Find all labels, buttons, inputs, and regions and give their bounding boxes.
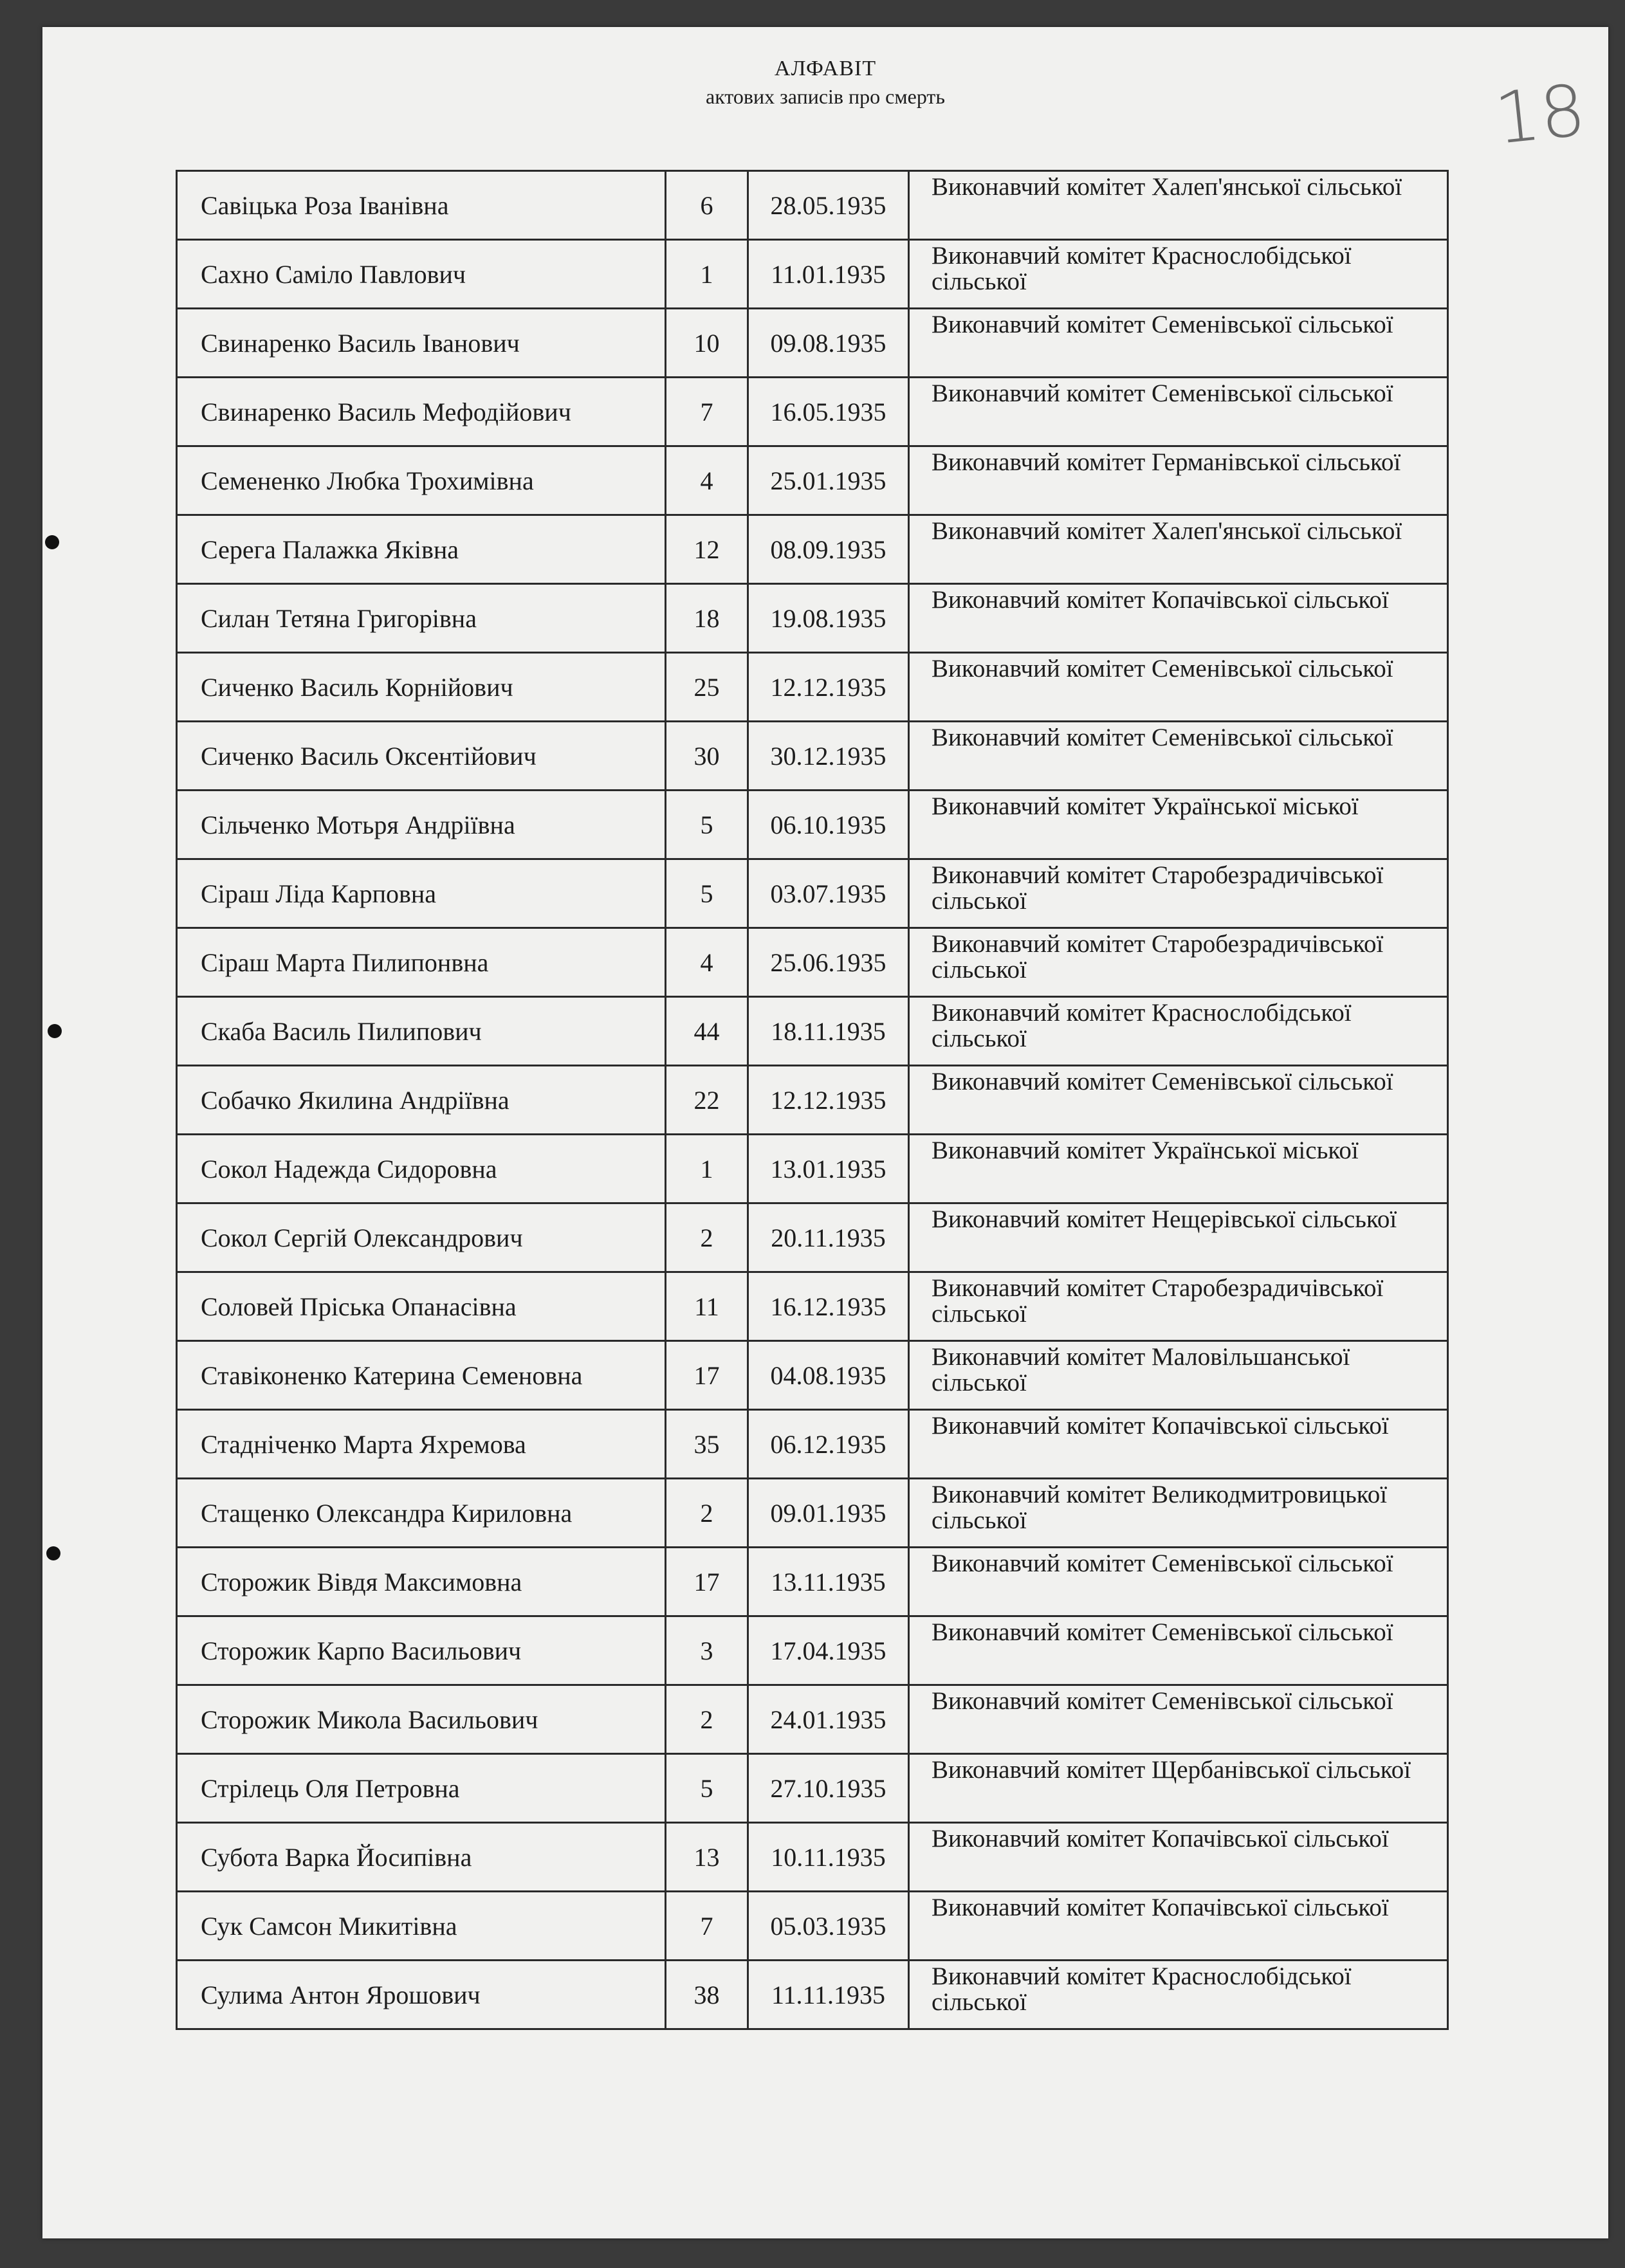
- record-date: 20.11.1935: [748, 1203, 909, 1272]
- record-authority: Виконавчий комітет Германівської сільської: [909, 446, 1448, 515]
- table-row: [177, 791, 1448, 859]
- record-number: 10: [666, 309, 748, 378]
- record-date: 11.01.1935: [748, 240, 909, 309]
- record-date: 10.11.1935: [748, 1823, 909, 1892]
- record-date: 17.04.1935: [748, 1616, 909, 1685]
- record-authority: Виконавчий комітет Української міської: [909, 791, 1448, 859]
- record-name: Свинаренко Василь Іванович: [177, 309, 666, 378]
- record-authority: Виконавчий комітет Краснослобідської сільської: [909, 1961, 1448, 2029]
- record-name: Сокол Надежда Сидоровна: [177, 1135, 666, 1203]
- record-name: Стащенко Олександра Кириловна: [177, 1479, 666, 1548]
- record-name: Свинаренко Василь Мефодійович: [177, 378, 666, 446]
- table-row: [177, 1961, 1448, 2029]
- table-row: [177, 1341, 1448, 1410]
- record-authority: Виконавчий комітет Семенівської сільської: [909, 378, 1448, 446]
- record-name: Стрілець Оля Петровна: [177, 1754, 666, 1823]
- punch-hole-icon: [45, 535, 59, 549]
- record-date: 12.12.1935: [748, 1066, 909, 1135]
- record-name: Сиченко Василь Корнійович: [177, 653, 666, 722]
- record-date: 28.05.1935: [748, 171, 909, 240]
- record-authority: Виконавчий комітет Нещерівської сільської: [909, 1203, 1448, 1272]
- record-number: 6: [666, 171, 748, 240]
- record-authority: Виконавчий комітет Копачівської сільської: [909, 1823, 1448, 1892]
- record-authority: Виконавчий комітет Великодмитровицької сільської: [909, 1479, 1448, 1548]
- record-authority: Виконавчий комітет Копачівської сільської: [909, 584, 1448, 653]
- record-number: 38: [666, 1961, 748, 2029]
- record-name: Сиченко Василь Оксентійович: [177, 722, 666, 791]
- table-row: [177, 1548, 1448, 1616]
- table-row: [177, 584, 1448, 653]
- record-name: Сторожик Вівдя Максимовна: [177, 1548, 666, 1616]
- record-name: Сулима Антон Ярошович: [177, 1961, 666, 2029]
- record-authority: Виконавчий комітет Халеп'янської сільської: [909, 515, 1448, 584]
- record-authority: Виконавчий комітет Старобезрадичівської сільської: [909, 1272, 1448, 1341]
- table-row: [177, 1892, 1448, 1961]
- punch-hole-icon: [46, 1546, 60, 1560]
- death-records-table: [176, 170, 1449, 2030]
- record-date: 06.10.1935: [748, 791, 909, 859]
- record-date: 16.12.1935: [748, 1272, 909, 1341]
- table-row: [177, 1066, 1448, 1135]
- record-authority: Виконавчий комітет Маловільшанської сільської: [909, 1341, 1448, 1410]
- record-date: 04.08.1935: [748, 1341, 909, 1410]
- record-date: 06.12.1935: [748, 1410, 909, 1479]
- table-row: [177, 1479, 1448, 1548]
- record-number: 3: [666, 1616, 748, 1685]
- record-date: 18.11.1935: [748, 997, 909, 1066]
- table-row: [177, 515, 1448, 584]
- table-row: [177, 378, 1448, 446]
- record-authority: Виконавчий комітет Семенівської сільської: [909, 722, 1448, 791]
- record-authority: Виконавчий комітет Щербанівської сільської: [909, 1754, 1448, 1823]
- record-date: 05.03.1935: [748, 1892, 909, 1961]
- record-authority: Виконавчий комітет Краснослобідської сільської: [909, 997, 1448, 1066]
- record-date: 08.09.1935: [748, 515, 909, 584]
- record-number: 13: [666, 1823, 748, 1892]
- record-date: 09.01.1935: [748, 1479, 909, 1548]
- record-authority: Виконавчий комітет Копачівської сільської: [909, 1410, 1448, 1479]
- record-date: 25.01.1935: [748, 446, 909, 515]
- table-row: [177, 446, 1448, 515]
- record-date: 27.10.1935: [748, 1754, 909, 1823]
- record-date: 09.08.1935: [748, 309, 909, 378]
- record-number: 25: [666, 653, 748, 722]
- record-number: 30: [666, 722, 748, 791]
- record-date: 30.12.1935: [748, 722, 909, 791]
- record-authority: Виконавчий комітет Семенівської сільської: [909, 1066, 1448, 1135]
- table-row: [177, 653, 1448, 722]
- record-number: 2: [666, 1685, 748, 1754]
- record-name: Сільченко Мотьря Андріївна: [177, 791, 666, 859]
- record-name: Стадніченко Марта Яхремова: [177, 1410, 666, 1479]
- record-number: 17: [666, 1548, 748, 1616]
- table-row: [177, 859, 1448, 928]
- table-row: [177, 1823, 1448, 1892]
- record-authority: Виконавчий комітет Старобезрадичівської сільської: [909, 928, 1448, 997]
- record-number: 17: [666, 1341, 748, 1410]
- record-authority: Виконавчий комітет Семенівської сільської: [909, 1685, 1448, 1754]
- record-name: Соловей Пріська Опанасівна: [177, 1272, 666, 1341]
- table-row: [177, 1135, 1448, 1203]
- record-authority: Виконавчий комітет Української міської: [909, 1135, 1448, 1203]
- handwritten-page-number: 18: [1491, 69, 1590, 160]
- record-number: 18: [666, 584, 748, 653]
- record-name: Сіраш Марта Пилипонвна: [177, 928, 666, 997]
- record-name: Скаба Василь Пилипович: [177, 997, 666, 1066]
- record-number: 2: [666, 1203, 748, 1272]
- record-number: 12: [666, 515, 748, 584]
- record-date: 13.01.1935: [748, 1135, 909, 1203]
- table-row: [177, 1203, 1448, 1272]
- record-authority: Виконавчий комітет Семенівської сільської: [909, 1616, 1448, 1685]
- record-number: 44: [666, 997, 748, 1066]
- record-authority: Виконавчий комітет Копачівської сільської: [909, 1892, 1448, 1961]
- record-name: Сук Самсон Микитівна: [177, 1892, 666, 1961]
- record-number: 5: [666, 1754, 748, 1823]
- record-name: Ставіконенко Катерина Семеновна: [177, 1341, 666, 1410]
- table-row: [177, 1616, 1448, 1685]
- record-number: 4: [666, 928, 748, 997]
- record-name: Сторожик Микола Васильович: [177, 1685, 666, 1754]
- document-subtitle: актових записів про смерть: [706, 85, 945, 108]
- table-row: [177, 309, 1448, 378]
- table-row: [177, 171, 1448, 240]
- record-name: Субота Варка Йосипівна: [177, 1823, 666, 1892]
- document-title: АЛФАВІТ: [774, 57, 877, 80]
- record-name: Савіцька Роза Іванівна: [177, 171, 666, 240]
- record-date: 24.01.1935: [748, 1685, 909, 1754]
- record-name: Семененко Любка Трохимівна: [177, 446, 666, 515]
- record-authority: Виконавчий комітет Краснослобідської сільської: [909, 240, 1448, 309]
- record-authority: Виконавчий комітет Семенівської сільської: [909, 653, 1448, 722]
- record-authority: Виконавчий комітет Семенівської сільської: [909, 309, 1448, 378]
- record-date: 13.11.1935: [748, 1548, 909, 1616]
- record-number: 35: [666, 1410, 748, 1479]
- record-number: 7: [666, 378, 748, 446]
- table-row: [177, 722, 1448, 791]
- record-date: 25.06.1935: [748, 928, 909, 997]
- record-authority: Виконавчий комітет Семенівської сільської: [909, 1548, 1448, 1616]
- record-date: 19.08.1935: [748, 584, 909, 653]
- document-page: [42, 27, 1608, 2238]
- record-name: Сахно Саміло Павлович: [177, 240, 666, 309]
- record-number: 22: [666, 1066, 748, 1135]
- record-number: 7: [666, 1892, 748, 1961]
- record-date: 11.11.1935: [748, 1961, 909, 2029]
- record-name: Силан Тетяна Григорівна: [177, 584, 666, 653]
- record-name: Сокол Сергій Олександрович: [177, 1203, 666, 1272]
- record-number: 5: [666, 791, 748, 859]
- record-date: 03.07.1935: [748, 859, 909, 928]
- table-row: [177, 1410, 1448, 1479]
- table-row: [177, 928, 1448, 997]
- record-name: Сторожик Карпо Васильович: [177, 1616, 666, 1685]
- record-date: 12.12.1935: [748, 653, 909, 722]
- record-name: Серега Палажка Яківна: [177, 515, 666, 584]
- table-row: [177, 1272, 1448, 1341]
- record-number: 1: [666, 240, 748, 309]
- table-row: [177, 240, 1448, 309]
- punch-hole-icon: [48, 1024, 62, 1038]
- record-name: Сіраш Ліда Карповна: [177, 859, 666, 928]
- table-row: [177, 1754, 1448, 1823]
- table-row: [177, 1685, 1448, 1754]
- record-number: 2: [666, 1479, 748, 1548]
- record-number: 11: [666, 1272, 748, 1341]
- record-date: 16.05.1935: [748, 378, 909, 446]
- record-authority: Виконавчий комітет Старобезрадичівської сільської: [909, 859, 1448, 928]
- record-number: 5: [666, 859, 748, 928]
- table-row: [177, 997, 1448, 1066]
- record-number: 4: [666, 446, 748, 515]
- record-authority: Виконавчий комітет Халеп'янської сільської: [909, 171, 1448, 240]
- record-number: 1: [666, 1135, 748, 1203]
- record-name: Собачко Якилина Андріївна: [177, 1066, 666, 1135]
